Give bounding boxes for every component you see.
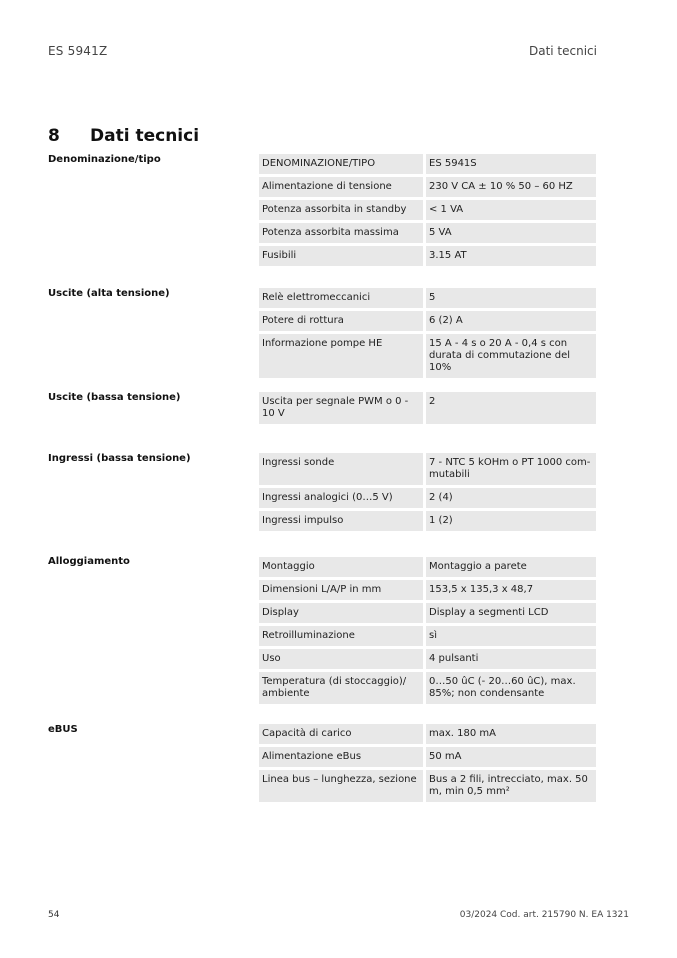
header-section-title: Dati tecnici xyxy=(528,44,597,58)
chapter-heading xyxy=(48,126,199,146)
table-row xyxy=(259,603,596,623)
spec-key: Alimentazione di tensione xyxy=(259,177,426,197)
spec-value: 15 A - 4 s o 20 A - 0,4 s con durata di commutazione del 10% xyxy=(426,334,596,378)
spec-value: 7 - NTC 5 kOHm o PT 1000 com-mutabili xyxy=(426,453,596,485)
table-row xyxy=(259,177,596,197)
spec-value: 1 (2) xyxy=(426,511,596,531)
spec-key: Alimentazione eBus xyxy=(259,747,426,767)
spec-value: max. 180 mA xyxy=(426,724,596,744)
spec-key: Ingressi impulso xyxy=(259,511,426,531)
spec-key: Linea bus – lunghezza, sezione xyxy=(259,770,426,802)
chapter-number: 8 xyxy=(48,126,60,146)
spec-value: Montaggio a parete xyxy=(426,557,596,577)
spec-value: 50 mA xyxy=(426,747,596,767)
spec-table-denominazione xyxy=(259,151,596,269)
spec-key: DENOMINAZIONE/TIPO xyxy=(259,154,426,174)
spec-table-uscite-alta xyxy=(259,285,596,381)
spec-key: Potenza assorbita massima xyxy=(259,223,426,243)
spec-value: 2 (4) xyxy=(426,488,596,508)
spec-value: Bus a 2 fili, intrecciato, max. 50 m, min 0,5 mm² xyxy=(426,770,596,802)
section-label-uscite-alta: Uscite (alta tensione) xyxy=(48,288,170,299)
spec-table-ingressi xyxy=(259,450,596,534)
table-row xyxy=(259,626,596,646)
spec-key: Temperatura (di stoccaggio)/ ambiente xyxy=(259,672,426,704)
chapter-title: Dati tecnici xyxy=(90,126,200,146)
spec-table-ebus xyxy=(259,721,596,805)
section-label-uscite-bassa: Uscite (bassa tensione) xyxy=(48,392,181,403)
table-row xyxy=(259,334,596,378)
spec-key: Montaggio xyxy=(259,557,426,577)
spec-value: Display a segmenti LCD xyxy=(426,603,596,623)
spec-value: sì xyxy=(426,626,596,646)
spec-value: 230 V CA ± 10 % 50 – 60 HZ xyxy=(426,177,596,197)
spec-key: Uscita per segnale PWM o 0 - 10 V xyxy=(259,392,426,424)
spec-key: Ingressi sonde xyxy=(259,453,426,485)
footer-doc-info: 03/2024 Cod. art. 215790 N. EA 1321 xyxy=(459,910,629,920)
spec-key: Potere di rottura xyxy=(259,311,426,331)
table-row xyxy=(259,200,596,220)
spec-key: Potenza assorbita in standby xyxy=(259,200,426,220)
spec-value: 5 VA xyxy=(426,223,596,243)
spec-value: 5 xyxy=(426,288,596,308)
spec-table-alloggiamento xyxy=(259,554,596,707)
section-label-alloggiamento: Alloggiamento xyxy=(48,556,130,567)
page-number: 54 xyxy=(48,910,60,920)
spec-value: 4 pulsanti xyxy=(426,649,596,669)
spec-value: ES 5941S xyxy=(426,154,596,174)
section-label-denominazione: Denominazione/tipo xyxy=(48,154,161,165)
spec-table-uscite-bassa xyxy=(259,389,596,427)
header-doc-code: ES 5941Z xyxy=(48,44,108,58)
spec-key: Relè elettromeccanici xyxy=(259,288,426,308)
table-row xyxy=(259,453,596,485)
section-label-ingressi: Ingressi (bassa tensione) xyxy=(48,453,191,464)
spec-value: 0…50 ûC (- 20…60 ûC), max. 85%; non condensante xyxy=(426,672,596,704)
table-row xyxy=(259,223,596,243)
table-row xyxy=(259,246,596,266)
table-row xyxy=(259,311,596,331)
spec-key: Capacità di carico xyxy=(259,724,426,744)
table-row xyxy=(259,288,596,308)
section-label-ebus: eBUS xyxy=(48,724,78,735)
spec-value: 153,5 x 135,3 x 48,7 xyxy=(426,580,596,600)
table-row xyxy=(259,724,596,744)
table-row xyxy=(259,511,596,531)
table-row xyxy=(259,649,596,669)
table-row xyxy=(259,747,596,767)
spec-value: 3.15 AT xyxy=(426,246,596,266)
spec-key: Dimensioni L/A/P in mm xyxy=(259,580,426,600)
table-row xyxy=(259,392,596,424)
spec-value: 6 (2) A xyxy=(426,311,596,331)
spec-value: < 1 VA xyxy=(426,200,596,220)
table-row xyxy=(259,580,596,600)
table-row xyxy=(259,488,596,508)
spec-key: Uso xyxy=(259,649,426,669)
spec-key: Display xyxy=(259,603,426,623)
table-row xyxy=(259,672,596,704)
table-row xyxy=(259,154,596,174)
table-row xyxy=(259,770,596,802)
spec-value: 2 xyxy=(426,392,596,424)
spec-key: Fusibili xyxy=(259,246,426,266)
table-row xyxy=(259,557,596,577)
spec-key: Ingressi analogici (0…5 V) xyxy=(259,488,426,508)
spec-key: Retroilluminazione xyxy=(259,626,426,646)
spec-key: Informazione pompe HE xyxy=(259,334,426,378)
